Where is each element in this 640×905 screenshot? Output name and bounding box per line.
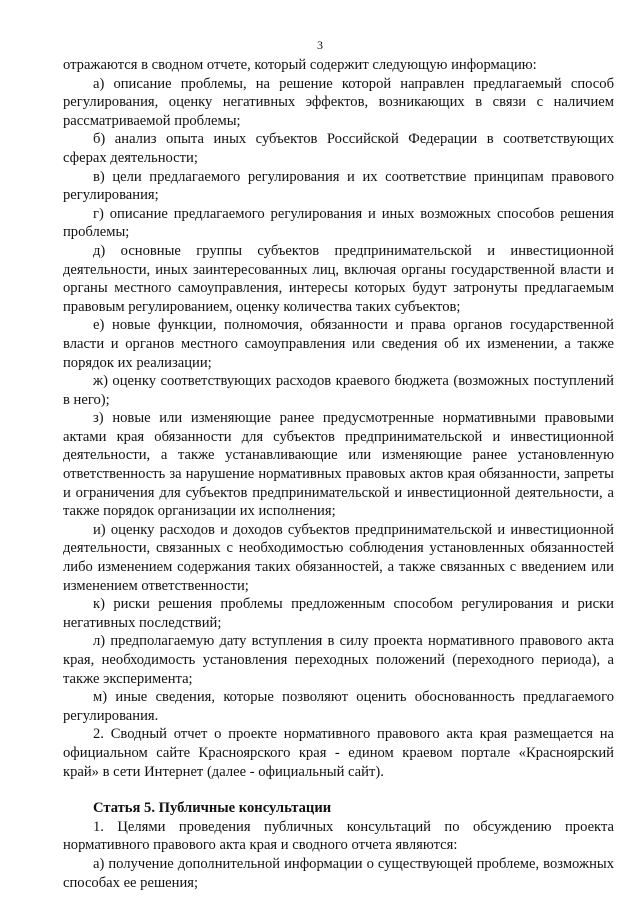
paragraph-item-i: и) оценку расходов и доходов субъектов предпринимательской и инвестиционной деятельности, связанных с необходимостью соблюдения установленных обязанностей либо изменением содержания таких обязанностей, а также связанных с введением или изменением ответственности; [63, 521, 614, 594]
paragraph-item-v: в) цели предлагаемого регулирования и их соответствие принципам правового регулирования; [63, 168, 614, 204]
paragraph-item-e: е) новые функции, полномочия, обязанности и права органов государственной власти и органов местного самоуправления или сведения об их изменении, а также порядок их реализации; [63, 317, 614, 371]
document-body [63, 56, 614, 892]
paragraph-item-k: к) риски решения проблемы предложенным способом регулирования и риски негативных последствий; [63, 596, 614, 631]
page-number: 3 [317, 38, 323, 52]
paragraph-item-z: з) новые или изменяющие ранее предусмотренные нормативными правовыми актами края обязанности для субъектов предпринимательской и инвестиционной деятельности, а также устанавливающие или изменяющие ранее установленную ответственность за нарушение нормативных правовых актов края обязанности, запреты и ограничения для субъектов предпринимательской и инвестиционной деятельности, а также порядок организации их исполнения; [63, 410, 614, 520]
paragraph-article5-item-a: а) получение дополнительной информации о существующей проблеме, возможных способах ее решения; [63, 855, 614, 891]
paragraph-item-l: л) предполагаемую дату вступления в силу проекта нормативного правового акта края, необходимость установления переходных положений (переходного периода), а также эксперимента; [63, 633, 614, 687]
paragraph-article5-point-1: 1. Целями проведения публичных консультаций по обсуждению проекта нормативного правового акта края и сводного отчета являются: [63, 818, 614, 854]
paragraph-item-zh: ж) оценку соответствующих расходов краевого бюджета (возможных поступлений в него); [63, 373, 614, 408]
paragraph-item-a: а) описание проблемы, на решение которой направлен предлагаемый способ регулирования, оценку негативных эффектов, возникающих в связи с наличием рассматриваемой проблемы; [63, 75, 614, 129]
paragraph-item-d: д) основные группы субъектов предпринимательской и инвестиционной деятельности, иных заинтересованных лиц, включая органы государственной власти и органы местного самоуправления, интересы которых будут затронуты предлагаемым правовым регулированием, оценку количества таких субъектов; [63, 242, 614, 315]
article-heading-line [63, 799, 614, 818]
paragraph-intro: отражаются в сводном отчете, который содержит следующую информацию: [63, 57, 537, 73]
section-spacer [63, 781, 614, 799]
article-heading: Статья 5. Публичные консультации [93, 800, 332, 817]
paragraph-point-2: 2. Сводный отчет о проекте нормативного правового акта края размещается на официальном сайте Красноярского края - едином краевом портале «Красноярский край» в сети Интернет (далее - официальный сайт). [63, 726, 614, 780]
paragraph-item-b: б) анализ опыта иных субъектов Российской Федерации в соответствующих сферах деятельности; [63, 131, 614, 166]
paragraph-item-m: м) иные сведения, которые позволяют оценить обоснованность предлагаемого регулирования. [63, 689, 614, 724]
paragraph-item-g: г) описание предлагаемого регулирования и иных возможных способов решения проблемы; [63, 205, 614, 241]
